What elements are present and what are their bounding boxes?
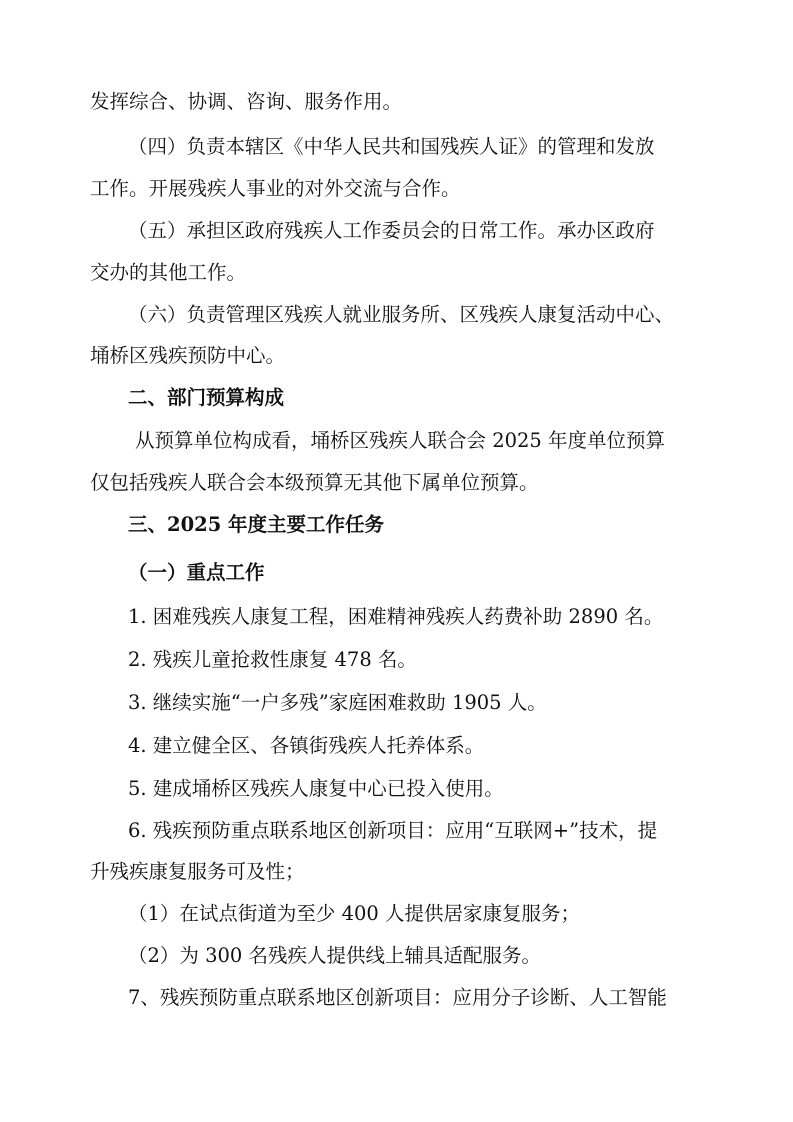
body-text-line: （六）负责管理区残疾人就业服务所、区残疾人康复活动中心、 xyxy=(128,303,675,326)
list-item: 1. 困难残疾人康复工程，困难精神残疾人药费补助 2890 名。 xyxy=(128,605,664,628)
list-item: 5. 建成埇桥区残疾人康复中心已投入使用。 xyxy=(128,777,504,800)
body-text-line: 从预算单位构成看，埇桥区残疾人联合会 2025 年度单位预算 xyxy=(135,429,666,452)
sub-list-item: （1）在试点街道为至少 400 人提供居家康复服务； xyxy=(128,902,581,925)
body-text-line: （五）承担区政府残疾人工作委员会的日常工作。承办区政府 xyxy=(128,219,655,242)
body-text-line: 埇桥区残疾预防中心。 xyxy=(90,344,286,367)
body-text-line: 交办的其他工作。 xyxy=(90,261,247,284)
list-item: 7、残疾预防重点联系地区创新项目：应用分子诊断、人工智能 xyxy=(128,986,667,1009)
list-item: 2. 残疾儿童抢救性康复 478 名。 xyxy=(128,648,417,671)
body-text-line: 仅包括残疾人联合会本级预算无其他下属单位预算。 xyxy=(90,471,539,494)
list-item: 6. 残疾预防重点联系地区创新项目：应用“互联网+”技术，提 xyxy=(128,819,658,842)
body-text-line: 发挥综合、协调、咨询、服务作用。 xyxy=(90,90,403,113)
list-item: 4. 建立健全区、各镇街残疾人托养体系。 xyxy=(128,734,485,757)
list-item: 3. 继续实施“一户多残”家庭困难救助 1905 人。 xyxy=(128,691,547,714)
body-text-line: 升残疾康复服务可及性； xyxy=(90,860,305,883)
sub-list-item: （2）为 300 名残疾人提供线上辅具适配服务。 xyxy=(128,944,542,967)
section-heading: 二、部门预算构成 xyxy=(128,386,285,409)
section-heading: 三、2025 年度主要工作任务 xyxy=(128,513,385,536)
body-text-line: 工作。开展残疾人事业的对外交流与合作。 xyxy=(90,177,461,200)
subsection-heading: （一）重点工作 xyxy=(128,561,265,584)
body-text-line: （四）负责本辖区《中华人民共和国残疾人证》的管理和发放 xyxy=(128,135,655,158)
